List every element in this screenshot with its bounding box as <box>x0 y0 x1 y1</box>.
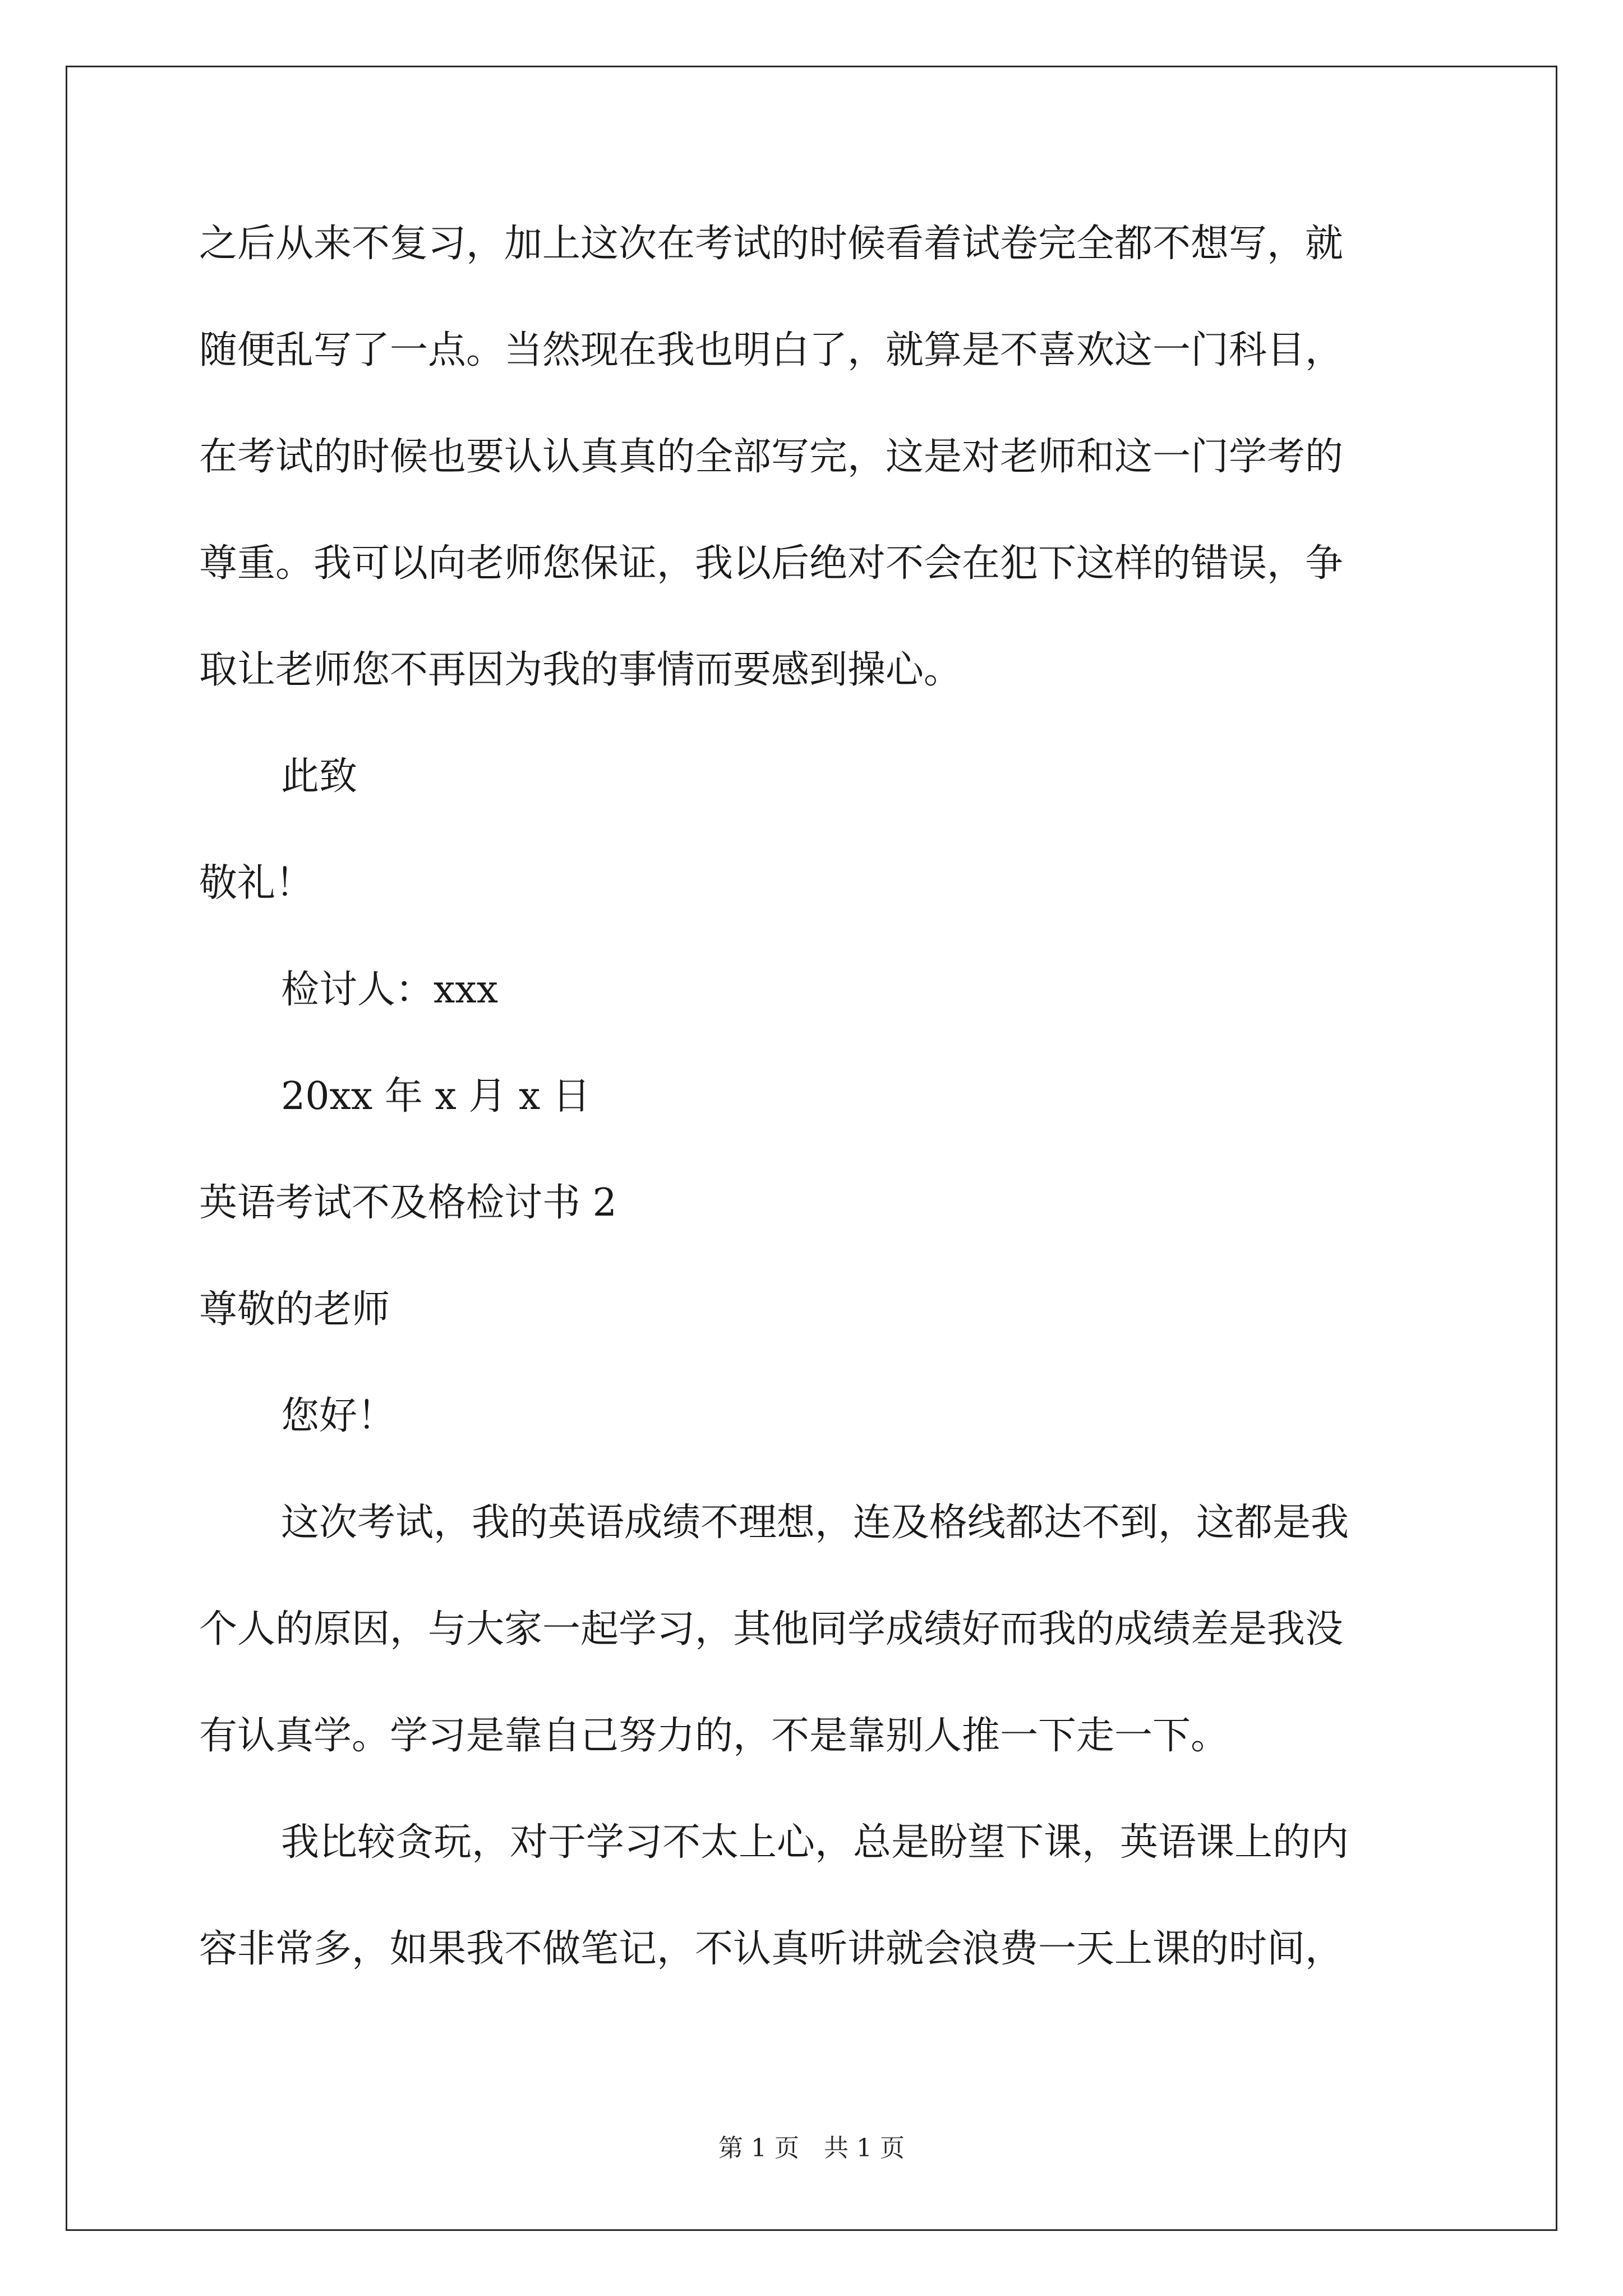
closing-text: 此致 <box>281 754 358 799</box>
body-line: 有认真学。学习是靠自己努力的，不是靠别人推一下走一下。 <box>199 1714 1229 1758</box>
greeting-text: 您好！ <box>281 1394 396 1438</box>
signer-text: 检讨人：xxx <box>281 968 499 1012</box>
body-line: 个人的原因，与大家一起学习，其他同学成绩好而我的成绩差是我没 <box>199 1607 1344 1651</box>
body-line: 随便乱写了一点。当然现在我也明白了，就算是不喜欢这一门科目， <box>199 328 1344 372</box>
body-line: 我比较贪玩，对于学习不太上心，总是盼望下课，英语课上的内 <box>281 1820 1349 1865</box>
salute-text: 敬礼！ <box>199 861 314 905</box>
date-text: 20xx 年 x 月 x 日 <box>281 1074 591 1119</box>
body-line: 尊重。我可以向老师您保证，我以后绝对不会在犯下这样的错误，争 <box>199 541 1344 586</box>
page-border <box>66 66 1557 2231</box>
body-line: 之后从来不复习，加上这次在考试的时候看着试卷完全都不想写，就 <box>199 222 1344 266</box>
greeting-recipient: 尊敬的老师 <box>199 1287 390 1332</box>
body-line: 容非常多，如果我不做笔记，不认真听讲就会浪费一天上课的时间， <box>199 1927 1344 1971</box>
section-title: 英语考试不及格检讨书 2 <box>199 1181 617 1225</box>
page-footer: 第 1 页 共 1 页 <box>718 2134 905 2162</box>
body-line: 取让老师您不再因为我的事情而要感到操心。 <box>199 648 962 692</box>
body-line: 这次考试，我的英语成绩不理想，连及格线都达不到，这都是我 <box>281 1501 1349 1545</box>
body-line: 在考试的时候也要认认真真的全部写完，这是对老师和这一门学考的 <box>199 435 1344 479</box>
